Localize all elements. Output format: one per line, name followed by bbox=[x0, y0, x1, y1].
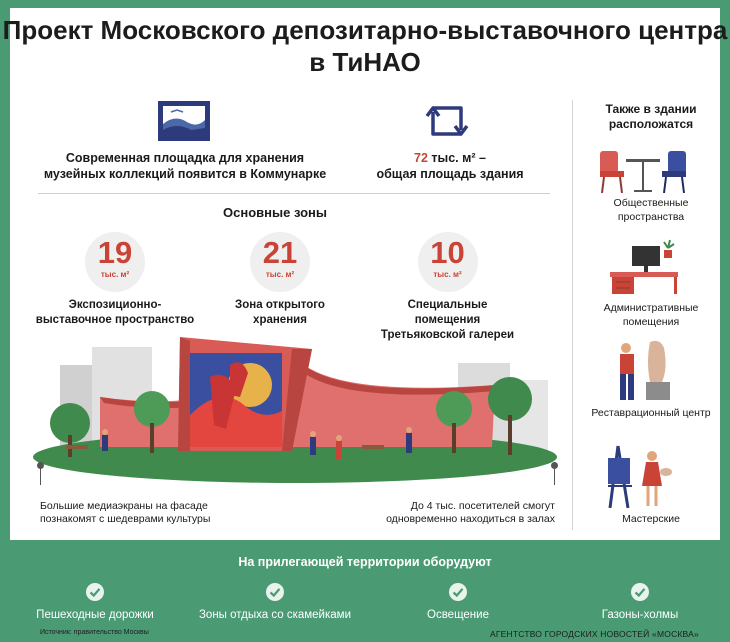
feature-label: Освещение bbox=[427, 609, 489, 621]
zone-label: Специальные помещения Третьяковской галереи bbox=[380, 299, 515, 341]
total-area bbox=[360, 150, 540, 182]
source-note: Источник: правительство Москвы bbox=[40, 629, 149, 636]
zone-stat bbox=[225, 232, 335, 328]
zone-value: 19 bbox=[97, 235, 133, 270]
artist-easel-icon bbox=[606, 444, 676, 508]
feature-item bbox=[555, 583, 725, 621]
caption-pointer-right-dot bbox=[551, 462, 558, 469]
caption-media-screens: Большие медиаэкраны на фасаде познакомят с шедеврами культуры bbox=[40, 500, 211, 525]
side-label: Мастерские bbox=[622, 513, 680, 525]
total-area-number: 72 bbox=[414, 151, 428, 165]
page-title: Проект Московского депозитарно-выставочного центра в ТиНАО bbox=[2, 15, 728, 77]
caption-visitors: До 4 тыс. посетителей смогут одновременно находиться в залах bbox=[386, 500, 555, 525]
framed-picture-icon bbox=[157, 100, 211, 142]
hero-description: Современная площадка для хранения музейных коллекций появится в Коммунарке bbox=[43, 151, 327, 181]
total-area-caption: общая площадь здания bbox=[376, 167, 524, 181]
office-desk-icon bbox=[608, 238, 680, 294]
feature-item bbox=[10, 583, 180, 621]
zone-value: 21 bbox=[262, 235, 298, 270]
zone-label: Зона открытого хранения bbox=[235, 299, 325, 326]
agency-credit: АГЕНТСТВО ГОРОДСКИХ НОВОСТЕЙ «МОСКВА» bbox=[490, 629, 699, 639]
zone-unit: тыс. м² bbox=[265, 270, 295, 279]
check-icon bbox=[266, 583, 284, 601]
feature-item bbox=[190, 583, 360, 621]
area-arrows-icon bbox=[425, 100, 469, 142]
feature-label: Зоны отдыха со скамейками bbox=[198, 609, 351, 621]
zone-unit: тыс. м² bbox=[100, 270, 130, 279]
check-icon bbox=[86, 583, 104, 601]
side-label: Административные помещения bbox=[603, 302, 699, 328]
feature-label: Газоны-холмы bbox=[601, 609, 679, 621]
feature-label: Пешеходные дорожки bbox=[36, 609, 154, 621]
side-divider bbox=[572, 100, 573, 530]
side-label: Реставрационный центр bbox=[591, 407, 711, 419]
zone-value: 10 bbox=[430, 235, 465, 270]
building-illustration bbox=[30, 325, 560, 485]
caption-pointer-left-dot bbox=[37, 462, 44, 469]
restorer-statue-icon bbox=[612, 338, 676, 402]
check-icon bbox=[449, 583, 467, 601]
cafe-table-chairs-icon bbox=[598, 145, 688, 193]
zone-unit: тыс. м² bbox=[433, 270, 462, 279]
check-icon bbox=[631, 583, 649, 601]
divider bbox=[38, 193, 550, 194]
total-area-unit: тыс. м² – bbox=[427, 151, 486, 165]
zone-stat bbox=[35, 232, 195, 328]
feature-item bbox=[373, 583, 543, 621]
side-label: Общественные пространства bbox=[613, 197, 689, 223]
zones-title: Основные зоны bbox=[223, 205, 327, 220]
bottom-title: На прилегающей территории оборудуют bbox=[238, 555, 492, 569]
zone-label: Экспозиционно-выставочное пространство bbox=[35, 299, 195, 326]
side-title: Также в здании расположатся bbox=[605, 102, 697, 131]
